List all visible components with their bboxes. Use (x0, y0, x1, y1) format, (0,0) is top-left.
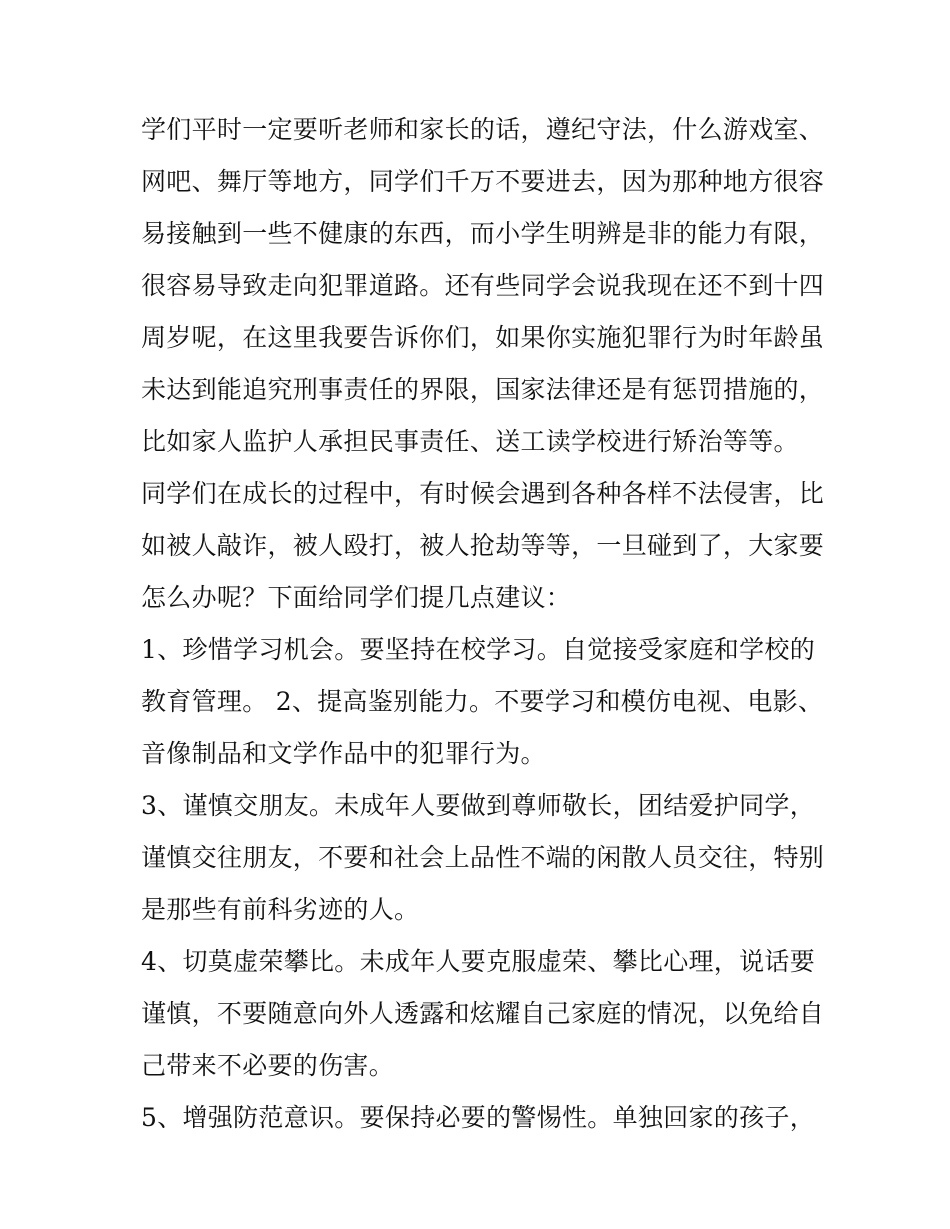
text-line: 5、增强防范意识。要保持必要的警惕性。单独回家的孩子， (141, 1103, 816, 1132)
text-line: 如被人敲诈，被人殴打，被人抢劫等等，一旦碰到了，大家要 (141, 531, 825, 560)
text-line: 比如家人监护人承担民事责任、送工读学校进行矫治等等。 (141, 427, 799, 456)
text-line: 周岁呢，在这里我要告诉你们，如果你实施犯罪行为时年龄虽 (141, 323, 825, 352)
text-line: 4、切莫虚荣攀比。未成年人要克服虚荣、攀比心理，说话要 (141, 947, 816, 976)
text-line: 1、珍惜学习机会。要坚持在校学习。自觉接受家庭和学校的 (141, 635, 816, 664)
text-line: 音像制品和文学作品中的犯罪行为。 (141, 739, 546, 768)
text-line: 怎么办呢？下面给同学们提几点建议： (141, 583, 572, 612)
text-line: 同学们在成长的过程中，有时候会遇到各种各样不法侵害，比 (141, 479, 825, 508)
body-text (141, 104, 825, 1144)
text-line: 己带来不必要的伤害。 (141, 1051, 395, 1080)
text-line: 谨慎，不要随意向外人透露和炫耀自己家庭的情况，以免给自 (141, 999, 825, 1028)
text-line: 3、谨慎交朋友。未成年人要做到尊师敬长，团结爱护同学， (141, 791, 816, 820)
text-line: 网吧、舞厅等地方，同学们千万不要进去，因为那种地方很容 (141, 167, 825, 196)
text-line: 很容易导致走向犯罪道路。还有些同学会说我现在还不到十四 (141, 271, 825, 300)
text-line: 学们平时一定要听老师和家长的话，遵纪守法，什么游戏室、 (141, 115, 825, 144)
text-line: 教育管理。 2、提高鉴别能力。不要学习和模仿电视、电影、 (141, 687, 824, 716)
text-line: 谨慎交往朋友，不要和社会上品性不端的闲散人员交往，特别 (141, 843, 825, 872)
text-line: 易接触到一些不健康的东西，而小学生明辨是非的能力有限， (141, 219, 825, 248)
text-line: 未达到能追究刑事责任的界限，国家法律还是有惩罚措施的， (141, 375, 825, 404)
text-line: 是那些有前科劣迹的人。 (141, 895, 420, 924)
